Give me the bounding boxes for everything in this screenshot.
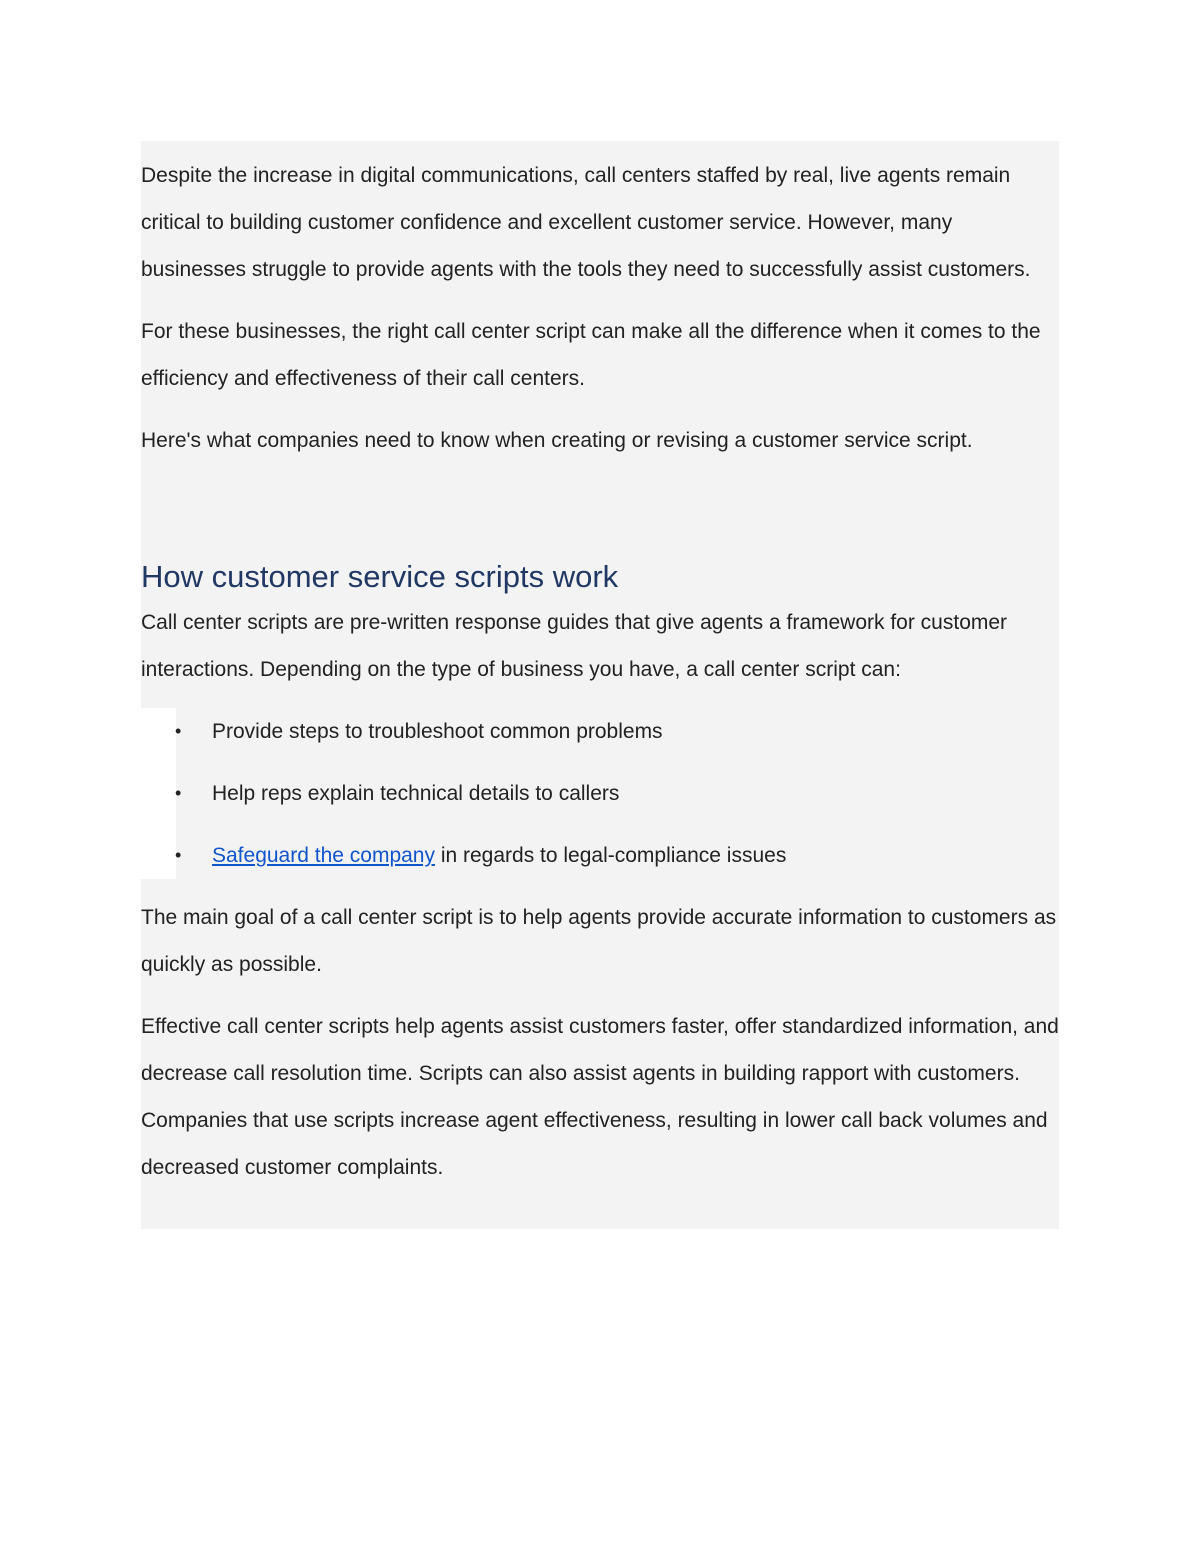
- closing-paragraph-2: Effective call center scripts help agents assist customers faster, offer standardized information, and decrease call resolution time. Scripts can also assist agents in building rapport with customers. Companies that use scripts increase agent effectiveness, resulting in lower call back volumes and decreased customer complaints.: [141, 1015, 1059, 1179]
- list-item: [71, 770, 1059, 817]
- section-lead-paragraph: Call center scripts are pre-written response guides that give agents a framework for customer interactions. Depending on the type of business you have, a call center script can:: [141, 611, 1008, 681]
- list-item-text: Provide steps to troubleshoot common problems: [212, 720, 663, 743]
- bullet-icon: •: [175, 845, 182, 865]
- section-heading: How customer service scripts work: [141, 559, 619, 594]
- list-item-text: in regards to legal-compliance issues: [434, 844, 787, 867]
- article-body: [141, 152, 1059, 1206]
- bullet-icon: •: [175, 721, 182, 741]
- closing-paragraph-1: The main goal of a call center script is to help agents provide accurate information to customers as quickly as possible.: [141, 906, 1057, 976]
- bullet-list: [0, 708, 1059, 879]
- bullet-icon: •: [175, 783, 182, 803]
- list-item-text: Help reps explain technical details to callers: [212, 782, 620, 805]
- intro-paragraph-1: Despite the increase in digital communications, call centers staffed by real, live agents remain critical to building customer confidence and excellent customer service. However, many businesses struggle to provide agents with the tools they need to successfully assist customers.: [141, 164, 1031, 281]
- intro-paragraph-2: For these businesses, the right call center script can make all the difference when it comes to the efficiency and effectiveness of their call centers.: [141, 320, 1041, 390]
- list-item: [71, 832, 1059, 879]
- intro-paragraph-3: Here's what companies need to know when creating or revising a customer service script.: [141, 429, 973, 452]
- list-item: [71, 708, 1059, 755]
- safeguard-company-link[interactable]: Safeguard the company: [212, 844, 435, 867]
